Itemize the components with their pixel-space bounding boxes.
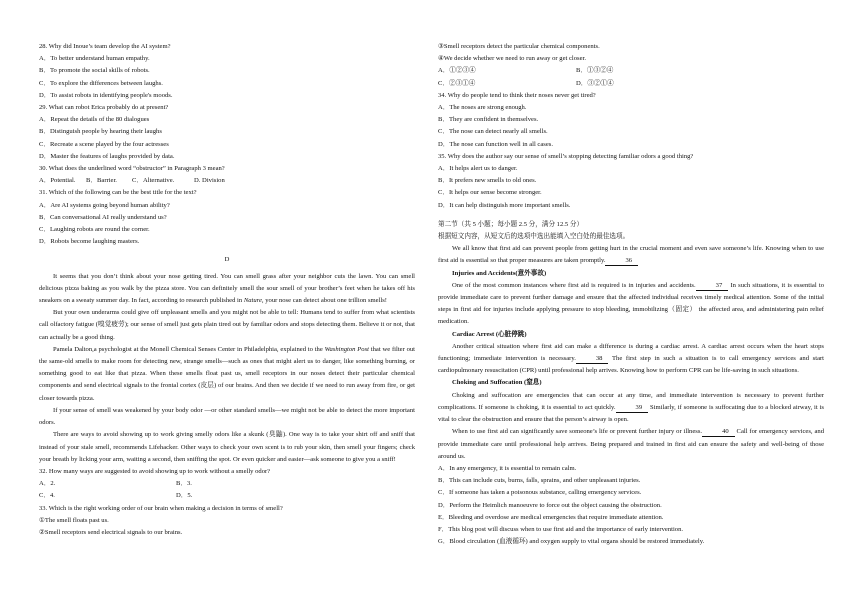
- blank-36[interactable]: 36: [605, 257, 638, 266]
- question-text: 28. Why did Inoue’s team develop the AI system?: [39, 43, 171, 50]
- option-c: C．To explore the differences between laughs.: [39, 79, 163, 87]
- options-row-1: [39, 478, 415, 490]
- option-b: B．Barrier.: [86, 177, 117, 185]
- passage-paragraph-3: Pamela Dalton,a psychologist at the Monell Chemical Senses Center in Philadelphia, explained to the Washington Post that we filter out the same-old smells to make room for detecting new, strange smells—such as ones that might alert us to danger, like something burning, or something good to eat like that pizza. When these smells float past us, smell receptors in our noses detect their particular chemical components and send electrical signals to the frontal cortex (皮层) of our brains. And then we decide if we need to run away from fire, or get closer towards pizza.: [39, 345, 415, 402]
- step-2: ②Smell receptors send electrical signals to our brains.: [39, 528, 183, 536]
- passage-paragraph-4: If your sense of smell was weakened by your body odor —or other standard smells—we might not be able to detect the more important odors.: [39, 406, 415, 427]
- question-34: [438, 90, 824, 151]
- option-a: A．2.: [39, 480, 56, 488]
- passage-paragraph-1: It seems that you don’t think about your nose getting tired. You can smell grass after your neighbor cuts the lawn. You can smell delicious pizza baking as you walk by the pizza store. You can definitely smell the sour smell of your brother’s feet when he takes off his sneakers on a sweaty summer day. In fact, according to research published in Nature, your nose can detect about one trillion smells!: [39, 272, 415, 305]
- blank-39[interactable]: 39: [616, 404, 649, 413]
- question-31: [39, 187, 415, 248]
- question-text: 32. How many ways are suggested to avoid showing up to work without a smelly odor?: [39, 467, 271, 475]
- option-g: G．Blood circulation (血液循环) and oxygen supply to vital organs should be restored immediately.: [438, 538, 705, 546]
- intro-paragraph: We all know that first aid can prevent people from getting hurt in the crucial moment and even save someone’s life. Knowing when to use first aid is essential so that proper measures are taken promptly. 36: [438, 245, 824, 265]
- subheading-injuries: Injuries and Accidents(意外事故): [452, 269, 547, 277]
- question-28: [39, 41, 415, 102]
- option-a: A．It helps alert us to danger.: [438, 165, 518, 173]
- option-b: B．They are confident in themselves.: [438, 116, 539, 124]
- option-c: C．4.: [39, 492, 55, 500]
- option-c: C．Alternative.: [132, 177, 175, 185]
- answer-options: [438, 463, 824, 548]
- question-text: 35. Why does the author say our sense of smell’s stopping detecting familiar odors a good thing?: [438, 152, 694, 160]
- step-3: ③Smell receptors detect the particular chemical components.: [438, 43, 600, 50]
- section-2-instructions: 根据短文内容，从短文后的选项中选出能填入空白处的最佳选项。: [438, 233, 630, 241]
- option-c: C．It helps our sense become stronger.: [438, 189, 542, 197]
- paragraph-conclusion: When to use first aid can significantly save someone’s life or prevent further injury or illness. 40 Call for emergency services, and provide immediate care until professional help arrives. Being prepared and trained in first aid can ensure the safety and well-being of those around us.: [438, 428, 824, 460]
- option-d: D．To assist robots in identifying people's moods.: [39, 91, 173, 99]
- option-a: A．To better understand human empathy.: [39, 55, 150, 63]
- option-d: D. Division: [194, 177, 225, 185]
- section-2-title: 第二节（共 5 小题；每小题 2.5 分，满分 12.5 分）: [438, 220, 584, 228]
- option-b: B．It prefers new smells to old ones.: [438, 177, 537, 185]
- question-35: [438, 151, 824, 212]
- passage-paragraph-5: There are ways to avoid showing up to work giving smelly odors like a skunk (臭鼬). One way is to take your shirt off and sniff that instead of your stale smell, recommends Lifehacker. Other ways to check your own scent is to rub your skin, then smell your fingers; check your breath by licking your arm, waiting a second, then sniffing the spot. Or even quicker and easier—ask someone to give you a sniff!: [39, 431, 415, 463]
- option-d: D．Robots become laughing masters.: [39, 238, 140, 246]
- question-text: 34. Why do people tend to think their noses never get tired?: [438, 91, 596, 99]
- paragraph-cardiac: Another critical situation where first aid can make a difference is during a cardiac arrest. A cardiac arrest occurs when the heart stops functioning; immediate intervention is necessary. 38 The first step in such a situation is to call emergency services and start cardiopulmonary resuscitation (CPR) until professional help arrives. Knowing how to perform CPR can be life-saving in such situations.: [438, 342, 825, 375]
- blank-40[interactable]: 40: [702, 428, 735, 437]
- option-c: C．The nose can detect nearly all smells.: [438, 128, 548, 136]
- paragraph-choking: Choking and suffocation are emergencies that can occur at any time, and immediate intervention is necessary to prevent further complications. If someone is choking, it is essential to act quickly. 39 Similarly, if someone is suffocating due to a blocked airway, it is vital to clear the obstruction and ensure that the person’s airway is open.: [438, 391, 824, 424]
- option-b: B．Can conversational AI really understand us?: [39, 213, 167, 221]
- option-a: A．Potential.: [39, 177, 76, 185]
- option-b: B．This can include cuts, burns, falls, sprains, and other unpleasant injuries.: [438, 477, 641, 485]
- question-text: 29. What can robot Erica probably do at present?: [39, 104, 169, 112]
- step-4: ④We decide whether we need to run away or get closer.: [438, 55, 587, 63]
- options-row-1: [438, 65, 824, 77]
- option-c: C．If someone has taken a poisonous substance, calling emergency services.: [438, 489, 642, 497]
- option-b: B．①③②④: [576, 67, 614, 75]
- question-text: 31. Which of the following can be the best title for the text?: [39, 189, 197, 197]
- question-32: [39, 466, 415, 503]
- right-column: [438, 41, 824, 548]
- step-1: ①The smell floats past us.: [39, 516, 109, 524]
- passage-paragraph-2: But your own underarms could give off unpleasant smells and you might not be able to tell: Humans tend to suffer from what scientists call olfactory fatigue (嗅觉疲劳); our sense of smell just gets plain tired out by familiar odors and stops detecting them. Believe it or not, that can actually be a good thing.: [39, 309, 415, 341]
- question-30: [39, 163, 415, 187]
- option-e: E．Bleeding and overdose are medical emergencies that require immediate attention.: [438, 513, 664, 521]
- question-29: [39, 102, 415, 163]
- subheading-cardiac: Cardiac Arrest (心脏停跳): [452, 330, 527, 338]
- question-text: 30. What does the underlined word “obstructor” in Paragraph 3 mean?: [39, 165, 225, 173]
- option-d: D．It can help distinguish more important smells.: [438, 201, 571, 209]
- option-d: D．Perform the Heimlich manoeuvre to force out the object causing the obstruction.: [438, 501, 662, 509]
- option-b: B．Distinguish people by hearing their laughs: [39, 128, 162, 136]
- paragraph-injuries: One of the most common instances where first aid is required is in injuries and accidents. 37 In such situations, it is essential to provide immediate care to prevent further damage and ensure that the affected individual receives timely medical attention. Some of the initial steps in first aid for injuries include applying pressure to stop bleeding, immobilizing（固定） the affected area, and administering pain relief medication.: [438, 281, 825, 326]
- blank-37[interactable]: 37: [696, 282, 729, 291]
- option-a: A．①②③④: [438, 67, 476, 75]
- option-a: A．Repeat the details of the 80 dialogues: [39, 116, 150, 124]
- option-b: B．3.: [176, 480, 192, 488]
- option-a: A．Are AI systems going beyond human ability?: [39, 201, 170, 209]
- option-b: B．To promote the social skills of robots.: [39, 67, 150, 75]
- section-heading-d: D: [224, 256, 230, 264]
- option-d: D．Master the features of laughs provided by data.: [39, 152, 175, 160]
- option-d: D．The nose can function well in all cases.: [438, 140, 553, 148]
- option-d: D．5.: [176, 492, 193, 500]
- option-f: F．This blog post will discuss when to use first aid and the importance of early intervention.: [438, 525, 684, 533]
- options-row-2: [438, 78, 824, 90]
- blank-38[interactable]: 38: [576, 355, 609, 364]
- question-text: 33. Which is the right working order of our brain when making a decision in terms of smell?: [39, 504, 283, 512]
- options-row-2: [39, 490, 415, 502]
- option-c: C．②③①④: [438, 79, 476, 87]
- option-a: A．In any emergency, it is essential to remain calm.: [438, 464, 577, 472]
- option-c: C．Recreate a scene played by the four actresses: [39, 140, 169, 148]
- subheading-choking: Choking and Suffocation (窒息): [452, 379, 542, 387]
- question-33: [39, 503, 415, 540]
- left-column: [39, 41, 415, 539]
- options-row: [39, 175, 415, 187]
- option-a: A．The noses are strong enough.: [438, 104, 527, 112]
- option-c: C．Laughing robots are round the corner.: [39, 226, 150, 234]
- option-d: D．③②①④: [576, 79, 614, 87]
